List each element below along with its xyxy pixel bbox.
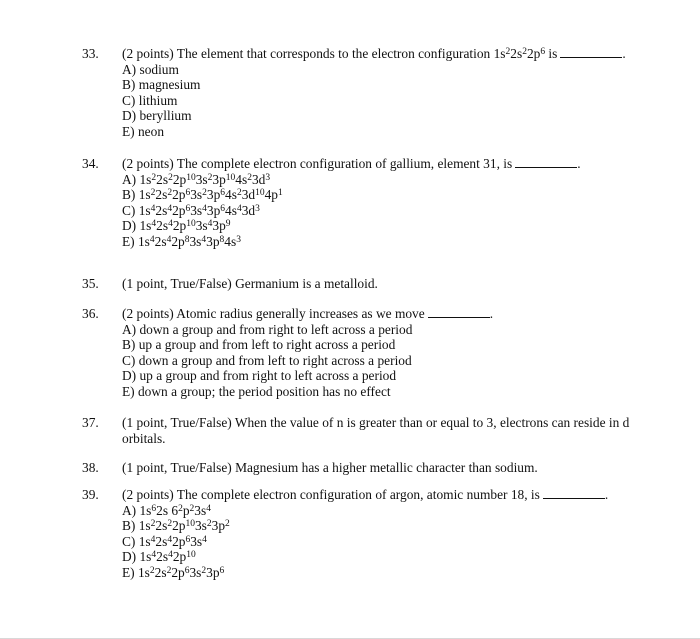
question-stem: (1 point, True/False) Germanium is a metalloid. (122, 276, 378, 291)
option-d: D) $1s^42s^42p^{10}$ (122, 549, 196, 565)
question-number: 36. (82, 306, 99, 321)
question-number: 37. (82, 415, 99, 430)
option-d: D) beryllium (122, 108, 192, 124)
question-stem: (2 points) The complete electron configuration of gallium, element 31, is . (122, 156, 581, 171)
question-number: 38. (82, 460, 99, 475)
answer-blank[interactable] (428, 306, 490, 318)
answer-blank[interactable] (543, 487, 605, 499)
answer-blank[interactable] (515, 156, 577, 168)
answer-blank[interactable] (560, 46, 622, 58)
option-b: B) $1s^22s^22p^{10}3s^23p^2$ (122, 518, 230, 534)
option-c: C) lithium (122, 92, 178, 108)
question-stem: (2 points) The complete electron configuration of argon, atomic number 18, is . (122, 487, 609, 502)
option-d: D) $1s^42s^42p^{10}3s^43p^9$ (122, 218, 231, 234)
question-number: 34. (82, 156, 99, 171)
question-stem: (1 point, True/False) When the value of n is greater than or equal to 3, electrons can reside in d orbitals. (122, 415, 630, 446)
option-b: B) up a group and from left to right across a period (122, 337, 396, 353)
option-e: E) down a group; the period position has no effect (122, 383, 391, 399)
option-e: E) $1s^42s^42p^83s^43p^84s^3$ (122, 233, 241, 249)
option-c: C) $1s^42s^42p^63s^43p^64s^43d^3$ (122, 202, 260, 218)
question-number: 39. (82, 487, 99, 502)
question-number: 35. (82, 276, 99, 291)
option-e: E) $1s^22s^22p^63s^23p^6$ (122, 564, 225, 580)
option-b: B) magnesium (122, 77, 201, 93)
option-a: A) $1s^62s$ $6^2p^23s^4$ (122, 502, 211, 518)
option-c: C) $1s^42s^42p^63s^4$ (122, 533, 207, 549)
option-c: C) down a group and from left to right across a period (122, 352, 412, 368)
option-a: A) down a group and from right to left across a period (122, 321, 413, 337)
question-stem: (2 points) Atomic radius generally increases as we move . (122, 306, 494, 321)
question-stem: (2 points) The element that corresponds to the electron configuration $1s^22s^22p^6$ is . (122, 46, 626, 61)
option-a: A) sodium (122, 61, 179, 77)
question-number: 33. (82, 46, 99, 61)
option-a: A) $1s^22s^22p^{10}3s^23p^{10}4s^23d^3$ (122, 171, 271, 187)
option-d: D) up a group and from right to left across a period (122, 368, 397, 384)
option-b: B) $1s^22s^22p^63s^23p^64s^23d^{10}4p^1$ (122, 187, 283, 203)
question-stem: (1 point, True/False) Magnesium has a higher metallic character than sodium. (122, 460, 538, 475)
option-e: E) neon (122, 123, 165, 139)
